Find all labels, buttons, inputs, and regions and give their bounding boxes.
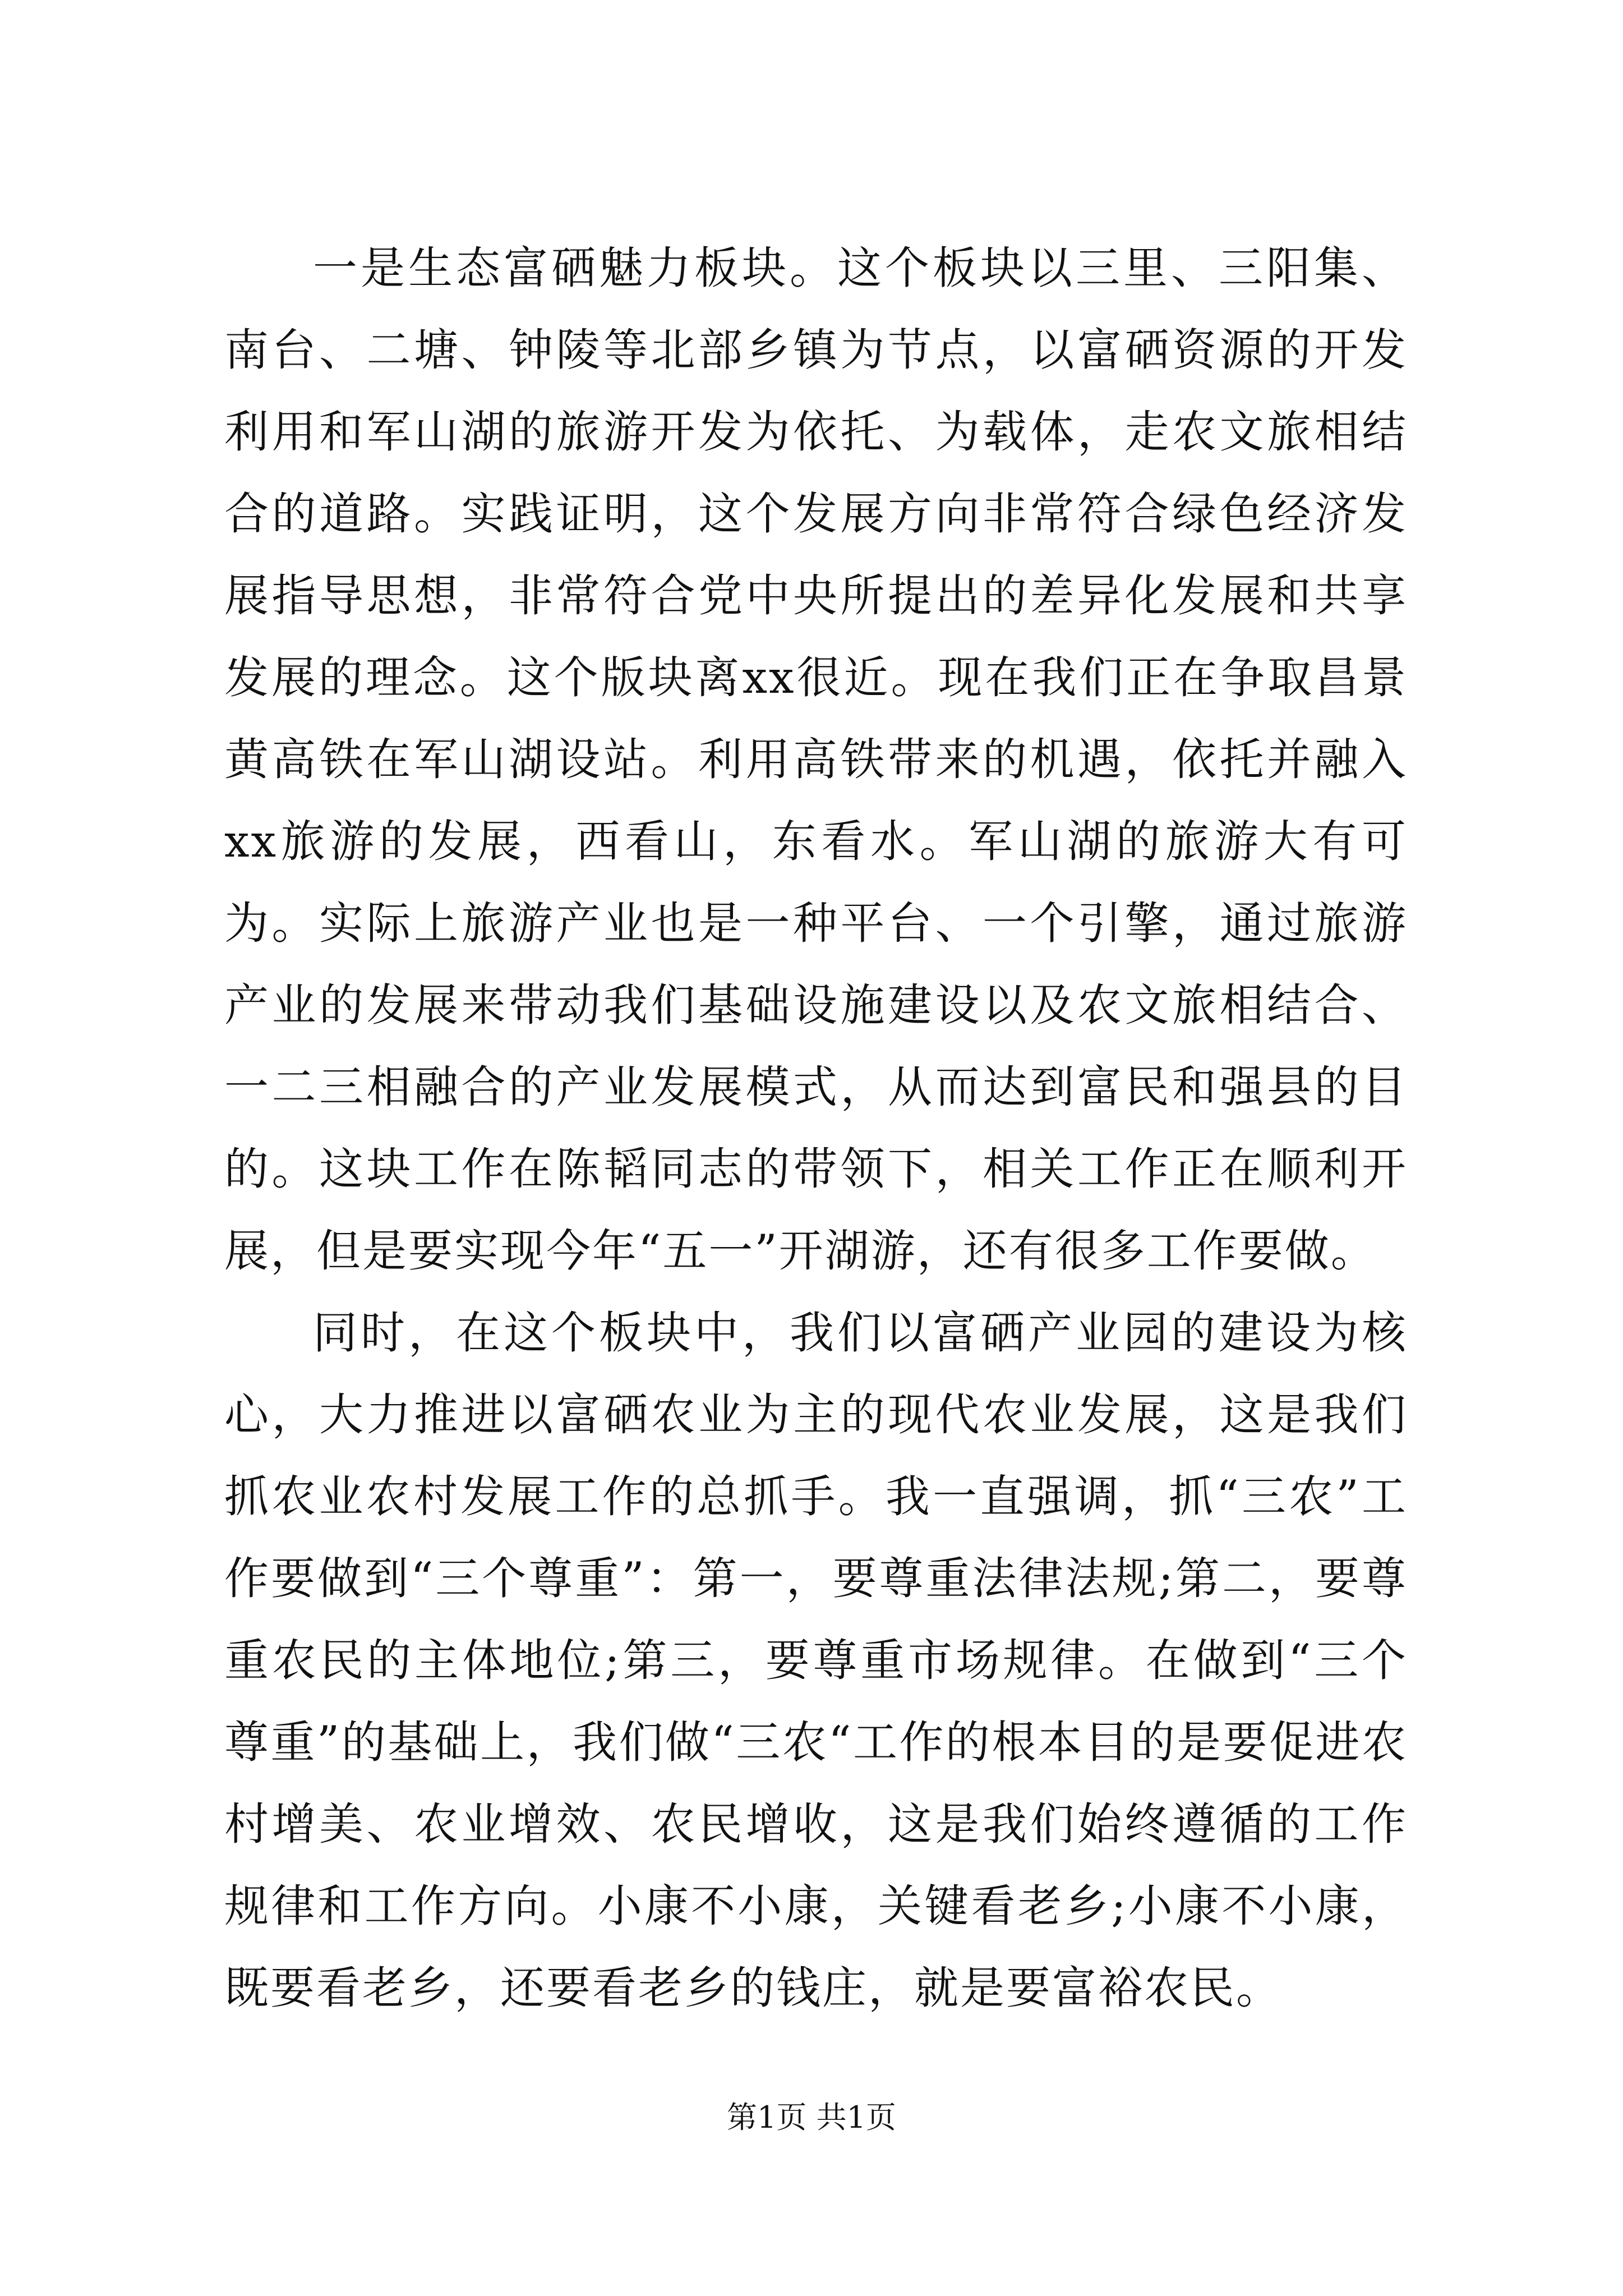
page-footer: 第1页 共1页 [727, 2100, 896, 2135]
paragraph-2: 同时，在这个板块中，我们以富硒产业园的建设为核心，大力推进以富硒农业为主的现代农业发展，这是我们抓农业农村发展工作的总抓手。我一直强调，抓“三农”工作要做到“三个尊重”：第一，要尊重法律法规;第二，要尊重农民的主体地位;第三，要尊重市场规律。在做到“三个尊重”的基础上，我们做“三农“工作的根本目的是要促进农村增美、农业增效、农民增收，这是我们始终遵循的工作规律和工作方向。小康不小康，关键看老乡;小康不小康，既要看老乡，还要看老乡的钱庄，就是要富裕农民。 [224, 1307, 1408, 2014]
paragraph-1: 一是生态富硒魅力板块。这个板块以三里、三阳集、南台、二塘、钟陵等北部乡镇为节点，以富硒资源的开发利用和军山湖的旅游开发为依托、为载体，走农文旅相结合的道路。实践证明，这个发展方向非常符合绿色经济发展指导思想，非常符合党中央所提出的差异化发展和共享发展的理念。这个版块离xx很近。现在我们正在争取昌景黄高铁在军山湖设站。利用高铁带来的机遇，依托并融入xx旅游的发展，西看山，东看水。军山湖的旅游大有可为。实际上旅游产业也是一种平台、一个引擎，通过旅游产业的发展来带动我们基础设施建设以及农文旅相结合、一二三相融合的产业发展模式，从而达到富民和强县的目的。这块工作在陈韬同志的带领下，相关工作正在顺利开展，但是要实现今年“五一”开湖游，还有很多工作要做。 [224, 242, 1408, 1277]
document-body [224, 227, 1408, 2029]
